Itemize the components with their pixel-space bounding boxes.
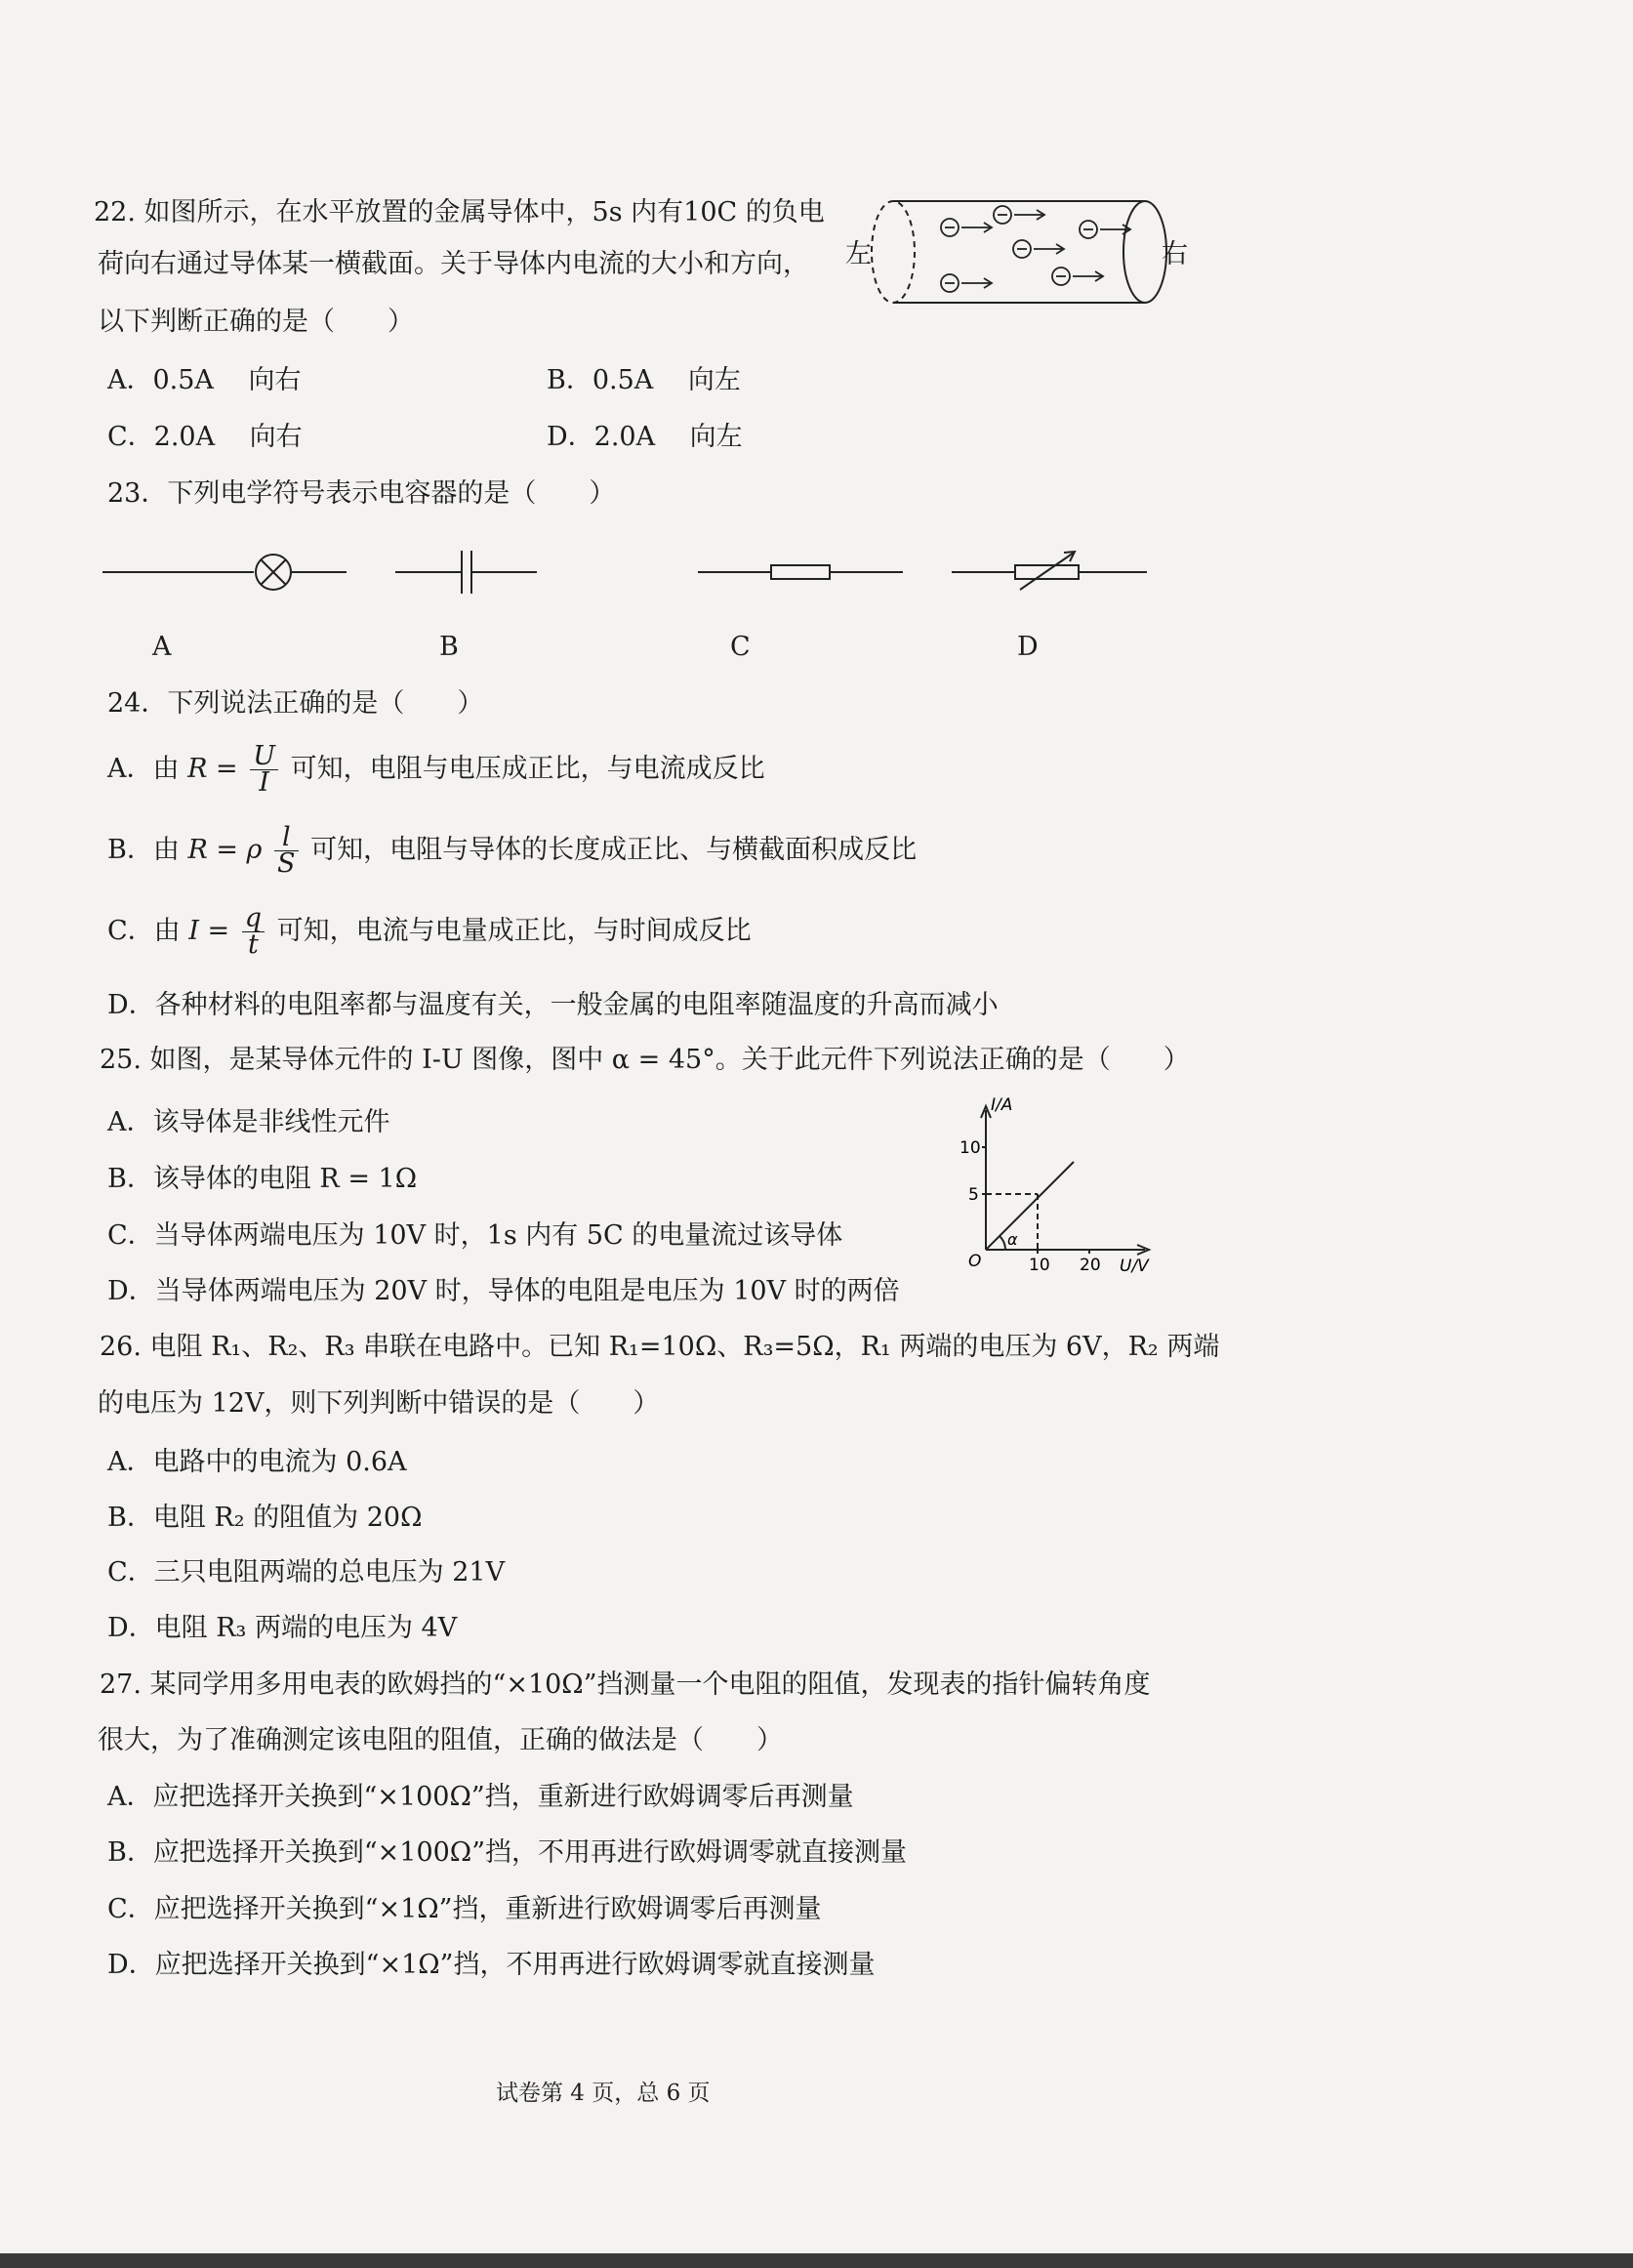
q23-label-b: B xyxy=(439,632,459,662)
q25-iu-graph xyxy=(952,1089,1166,1274)
fraction-numerator: q xyxy=(242,906,265,932)
q24-option-b-formula-lhs: R = ρ xyxy=(187,835,263,865)
q22-line2: 荷向右通过导体某一横截面。关于导体内电流的大小和方向， xyxy=(98,249,809,279)
q25-graph-alpha-label: α xyxy=(1007,1230,1018,1249)
q24-option-a-formula-lhs: R = xyxy=(187,754,238,784)
q22-line3: 以下判断正确的是（ ） xyxy=(98,307,414,337)
q27-option-c: C．应把选择开关换到“×1Ω”挡，重新进行欧姆调零后再测量 xyxy=(107,1894,822,1924)
q24-option-d: D．各种材料的电阻率都与温度有关，一般金属的电阻率随温度的升高而减小 xyxy=(107,990,999,1020)
q26-option-d: D．电阻 R₃ 两端的电压为 4V xyxy=(107,1613,458,1643)
q24-option-b-fraction xyxy=(274,822,299,879)
q24-option-c xyxy=(107,903,752,960)
fraction-numerator: l xyxy=(274,825,299,851)
q22-line1: 22. 如图所示，在水平放置的金属导体中，5s 内有10C 的负电 xyxy=(94,197,825,227)
q24-option-a-prefix: A．由 xyxy=(107,754,180,784)
fraction-numerator: U xyxy=(250,744,278,770)
q24-option-b-text: 可知，电阻与导体的长度成正比、与横截面积成反比 xyxy=(310,835,918,865)
q24-stem: 24．下列说法正确的是（ ） xyxy=(107,688,484,719)
q25-option-a: A．该导体是非线性元件 xyxy=(107,1107,390,1137)
q22-option-b: B．0.5A 向左 xyxy=(547,365,741,395)
q27-option-d: D．应把选择开关换到“×1Ω”挡，不用再进行欧姆调零就直接测量 xyxy=(107,1950,876,1980)
q25-graph-x-tick-10: 10 xyxy=(1029,1256,1050,1274)
fraction-denominator: t xyxy=(247,929,259,960)
q25-graph-x-tick-20: 20 xyxy=(1080,1256,1101,1274)
q25-stem: 25. 如图，是某导体元件的 I-U 图像，图中 α = 45°。关于此元件下列说法正确的是（ ） xyxy=(100,1045,1190,1075)
scan-bottom-edge xyxy=(0,2253,1633,2268)
q27-line2: 很大，为了准确测定该电阻的阻值，正确的做法是（ ） xyxy=(98,1725,783,1755)
q23-label-d: D xyxy=(1017,632,1039,662)
q27-line1: 27. 某同学用多用电表的欧姆挡的“×10Ω”挡测量一个电阻的阻值，发现表的指针偏转角度 xyxy=(100,1670,1151,1700)
q26-line2: 的电压为 12V，则下列判断中错误的是（ ） xyxy=(98,1388,660,1419)
q25-graph-y-label: I/A xyxy=(991,1095,1013,1115)
q23-label-c: C xyxy=(730,632,751,662)
q24-option-c-prefix: C．由 xyxy=(107,916,181,946)
q22-figure-right-label: 右 xyxy=(1162,239,1188,269)
q24-option-a-text: 可知，电阻与电压成正比，与电流成反比 xyxy=(290,754,765,784)
q25-graph-y-tick-10: 10 xyxy=(959,1138,981,1158)
fraction-denominator: S xyxy=(277,848,296,879)
q25-option-b: B．该导体的电阻 R = 1Ω xyxy=(107,1164,418,1194)
q25-option-d: D．当导体两端电压为 20V 时，导体的电阻是电压为 10V 时的两倍 xyxy=(107,1276,900,1306)
fraction-denominator: I xyxy=(259,767,269,798)
q24-option-a xyxy=(107,741,765,798)
q22-option-d: D．2.0A 向左 xyxy=(547,422,743,452)
q25-option-c: C．当导体两端电压为 10V 时，1s 内有 5C 的电量流过该导体 xyxy=(107,1220,843,1251)
q27-option-b: B．应把选择开关换到“×100Ω”挡，不用再进行欧姆调零就直接测量 xyxy=(107,1837,907,1868)
q25-graph-origin-label: O xyxy=(968,1252,982,1271)
q24-option-c-formula-lhs: I = xyxy=(188,916,230,946)
q24-option-b-prefix: B．由 xyxy=(107,835,180,865)
q24-option-c-fraction xyxy=(242,903,265,960)
q26-option-c: C．三只电阻两端的总电压为 21V xyxy=(107,1557,506,1588)
q23-symbol-row xyxy=(98,543,1152,601)
q24-option-c-text: 可知，电流与电量成正比，与时间成反比 xyxy=(276,916,752,946)
q26-option-a: A．电路中的电流为 0.6A xyxy=(107,1447,407,1477)
q25-graph-y-tick-5: 5 xyxy=(968,1185,979,1205)
q25-graph-x-label: U/V xyxy=(1120,1257,1149,1274)
page-footer: 试卷第 4 页，总 6 页 xyxy=(496,2081,711,2106)
q23-stem: 23．下列电学符号表示电容器的是（ ） xyxy=(107,478,616,509)
q23-label-a: A xyxy=(152,632,172,662)
q27-option-a: A．应把选择开关换到“×100Ω”挡，重新进行欧姆调零后再测量 xyxy=(107,1782,854,1812)
q22-figure-left-label: 左 xyxy=(845,239,872,269)
q24-option-a-fraction xyxy=(250,741,278,798)
q26-option-b: B．电阻 R₂ 的阻值为 20Ω xyxy=(107,1503,423,1533)
q22-option-a: A．0.5A 向右 xyxy=(107,365,302,395)
q22-conductor-figure xyxy=(835,190,1205,317)
q22-option-c: C．2.0A 向右 xyxy=(107,422,303,452)
q26-line1: 26. 电阻 R₁、R₂、R₃ 串联在电路中。已知 R₁=10Ω、R₃=5Ω，R₁ 两端的电压为 6V，R₂ 两端 xyxy=(100,1332,1220,1362)
q24-option-b xyxy=(107,822,918,879)
